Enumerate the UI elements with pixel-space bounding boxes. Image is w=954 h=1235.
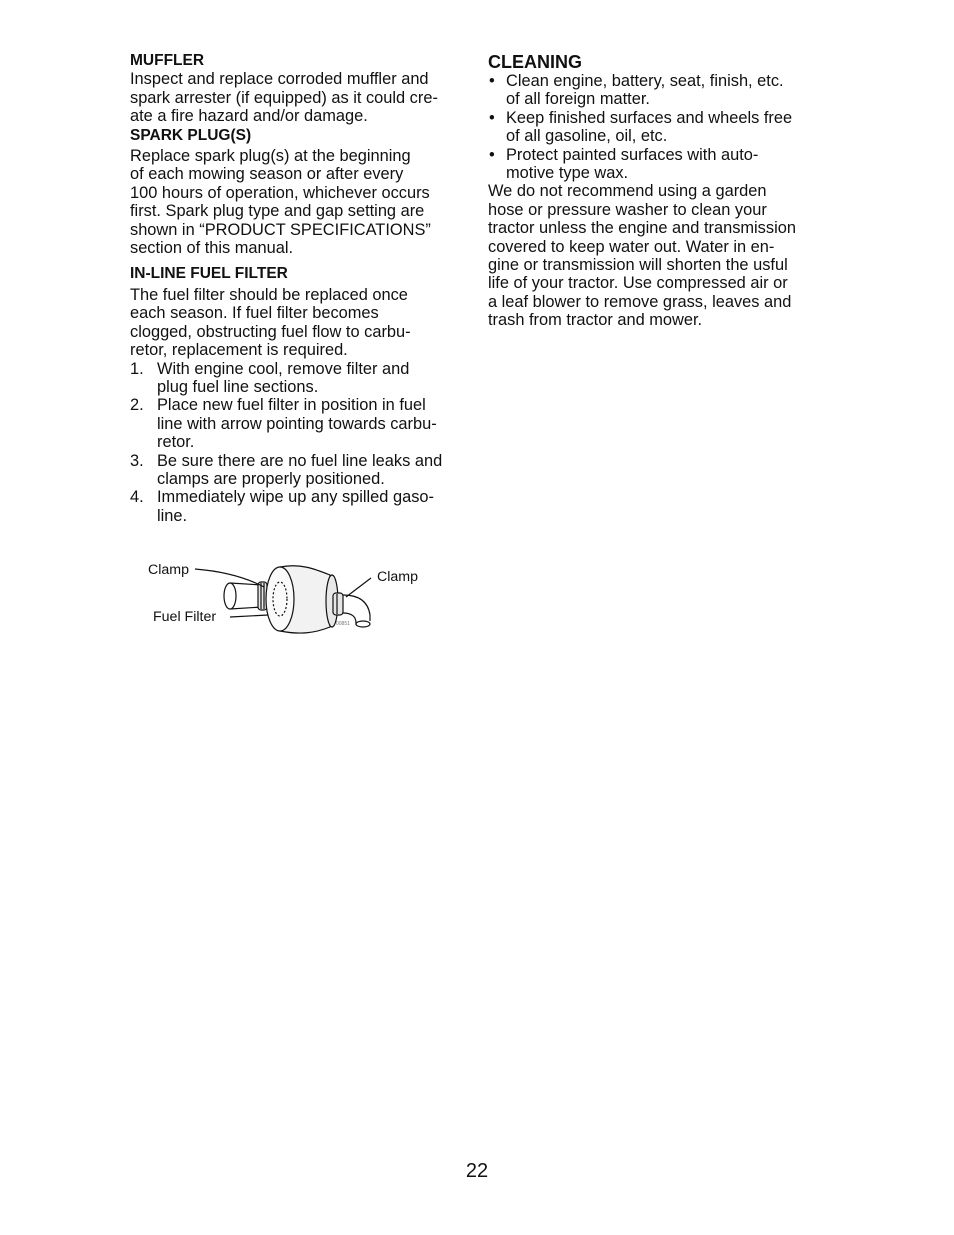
cleaning-bullets — [488, 72, 833, 182]
text-line: Inspect and replace corroded muffler and — [130, 70, 429, 89]
text-line: gine or transmission will shorten the usful — [488, 256, 788, 275]
text-line: hose or pressure washer to clean your — [488, 200, 767, 219]
bullet-item — [488, 146, 833, 183]
right-column — [488, 52, 833, 330]
fuel-filter-heading: IN-LINE FUEL FILTER — [130, 265, 288, 283]
svg-text:00851: 00851 — [336, 621, 350, 627]
step-number: 3. — [130, 451, 144, 470]
text-line: Replace spark plug(s) at the beginning — [130, 147, 411, 166]
step-number: 1. — [130, 359, 144, 378]
left-column — [130, 52, 475, 525]
text-line: covered to keep water out. Water in en- — [488, 237, 775, 256]
text-line: motive type wax. — [506, 164, 629, 183]
fuel-filter-label: Fuel Filter — [153, 609, 217, 625]
cleaning-heading: CLEANING — [488, 52, 582, 72]
text-line: of all gasoline, oil, etc. — [506, 127, 668, 146]
step-number: 4. — [130, 488, 144, 507]
text-line: of all foreign matter. — [506, 90, 650, 109]
text-line: shown in “PRODUCT SPECIFICATIONS” — [130, 220, 431, 239]
bullet-item — [488, 109, 833, 146]
text-line: retor. — [157, 433, 195, 452]
page-number: 22 — [465, 1160, 489, 1182]
muffler-text — [130, 70, 475, 125]
clamp-label-right: Clamp — [377, 569, 418, 585]
text-line: Be sure there are no fuel line leaks and — [157, 451, 443, 470]
spark-plug-text — [130, 147, 475, 257]
step-item — [130, 488, 475, 525]
text-line: tractor unless the engine and transmission — [488, 219, 796, 238]
bullet-mark: • — [489, 108, 495, 127]
step-number: 2. — [130, 396, 144, 415]
text-line: Place new fuel filter in position in fuel — [157, 396, 426, 415]
text-line: Keep finished surfaces and wheels free — [506, 108, 793, 127]
text-line: clamps are properly positioned. — [157, 469, 385, 488]
fuel-filter-text — [130, 286, 475, 360]
cleaning-paragraph — [488, 182, 833, 329]
text-line: clogged, obstructing fuel flow to carbu- — [130, 322, 411, 341]
text-line: a leaf blower to remove grass, leaves and — [488, 292, 792, 311]
text-line: 100 hours of operation, whichever occurs — [130, 183, 430, 202]
text-line: first. Spark plug type and gap setting are — [130, 202, 425, 221]
text-line: line with arrow pointing towards carbu- — [157, 414, 437, 433]
step-item — [130, 360, 475, 397]
text-line: each season. If fuel filter becomes — [130, 304, 379, 323]
text-line: With engine cool, remove filter and — [157, 359, 410, 378]
text-line: Immediately wipe up any spilled gaso- — [157, 488, 434, 507]
text-line: plug fuel line sections. — [157, 377, 319, 396]
text-line: ate a fire hazard and/or damage. — [130, 107, 368, 126]
text-line: The fuel filter should be replaced once — [130, 285, 408, 304]
fuel-filter-figure — [140, 555, 440, 645]
muffler-heading: MUFFLER — [130, 52, 205, 69]
step-item — [130, 452, 475, 489]
text-line: retor, replacement is required. — [130, 341, 348, 360]
text-line: line. — [157, 506, 188, 525]
text-line: trash from tractor and mower. — [488, 311, 703, 330]
text-line: section of this manual. — [130, 239, 294, 258]
clamp-label-left: Clamp — [148, 562, 189, 578]
spark-plug-heading: SPARK PLUG(S) — [130, 126, 252, 144]
bullet-mark: • — [489, 72, 495, 90]
text-line: Clean engine, battery, seat, finish, etc. — [506, 72, 784, 90]
text-line: life of your tractor. Use compressed air or — [488, 274, 788, 293]
bullet-item — [488, 72, 833, 109]
bullet-mark: • — [489, 145, 495, 164]
text-line: of each mowing season or after every — [130, 165, 404, 184]
fuel-filter-steps — [130, 360, 475, 526]
text-line: Protect painted surfaces with auto- — [506, 145, 759, 164]
text-line: spark arrester (if equipped) as it could cre- — [130, 88, 438, 107]
text-line: We do not recommend using a garden — [488, 182, 767, 201]
step-item — [130, 396, 475, 451]
